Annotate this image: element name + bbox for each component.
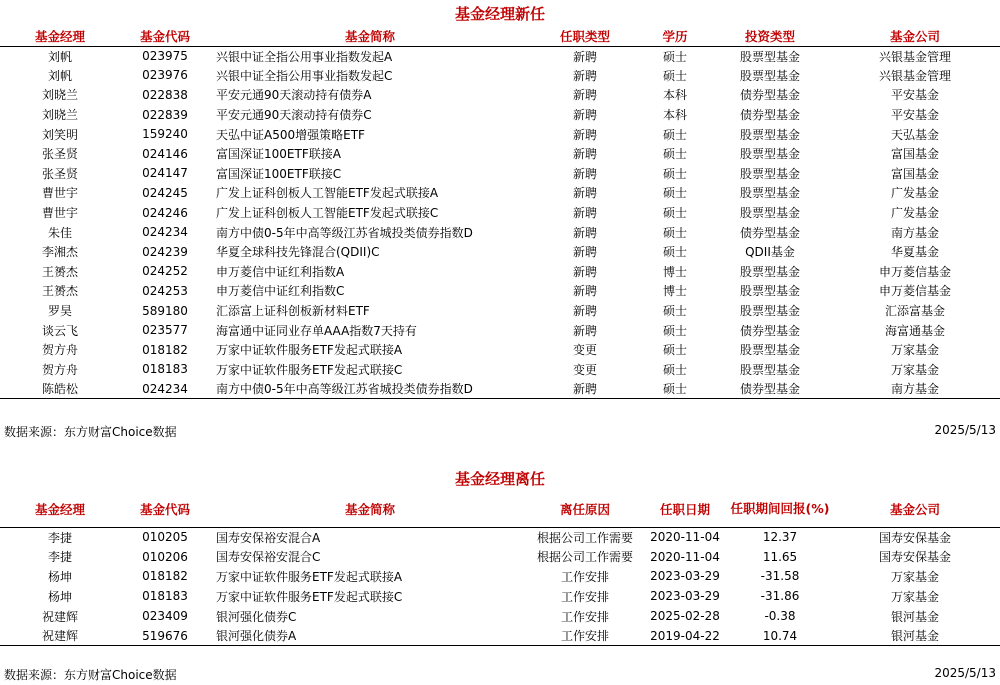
col-company: 基金公司 <box>889 28 940 44</box>
table-row <box>0 105 1000 125</box>
cell-company: 广发基金 <box>890 206 939 221</box>
table-row <box>0 262 1000 282</box>
cell-company: 兴银基金管理 <box>878 68 951 83</box>
cell-company: 富国基金 <box>890 166 939 181</box>
cell-manager: 曹世宇 <box>41 206 78 221</box>
cell-code: 519676 <box>120 626 210 646</box>
cell-education: 硕士 <box>662 49 687 64</box>
cell-fund-name: 天弘中证A500增强策略ETF <box>216 127 365 142</box>
table-row <box>0 301 1000 321</box>
col-invest-type: 投资类型 <box>744 28 795 44</box>
cell-code: 018182 <box>142 569 188 584</box>
cell-manager: 罗昊 <box>47 304 72 319</box>
cell-manager: 刘笑明 <box>41 127 78 142</box>
new-managers-table <box>0 26 1000 399</box>
cell-code: 159240 <box>142 127 188 142</box>
cell-education: 硕士 <box>662 225 687 240</box>
cell-education: 硕士 <box>662 166 687 181</box>
cell-code: 024234 <box>142 225 188 240</box>
cell-education: 硕士 <box>662 127 687 142</box>
cell-code: 024239 <box>142 244 188 259</box>
col-tenure-return: 任职期间回报(%) <box>730 501 830 517</box>
cell-education: 硕士 <box>662 304 687 319</box>
cell-manager: 陈皓松 <box>0 379 120 399</box>
cell-manager: 刘晓兰 <box>41 108 78 123</box>
table-row <box>0 183 1000 203</box>
cell-code: 023577 <box>142 323 188 338</box>
cell-education: 硕士 <box>662 68 687 83</box>
cell-education: 硕士 <box>662 362 687 377</box>
cell-appoint-type: 新聘 <box>572 88 597 103</box>
cell-company: 平安基金 <box>890 108 939 123</box>
cell-code: 024246 <box>142 205 188 220</box>
cell-invest-type: 债券型基金 <box>739 225 800 240</box>
table-row <box>0 144 1000 164</box>
table-row <box>0 46 1000 66</box>
cell-fund-name: 富国深证100ETF联接A <box>216 147 341 162</box>
table-row <box>0 340 1000 360</box>
cell-appoint-type: 新聘 <box>572 206 597 221</box>
cell-fund-name: 南方中债0-5年中高等级江苏省城投类债券指数D <box>210 379 530 399</box>
new-date: 2025/5/13 <box>934 423 996 437</box>
cell-start-date: 2023-03-29 <box>650 569 720 584</box>
table-row <box>0 379 1000 399</box>
cell-invest-type: 股票型基金 <box>739 68 800 83</box>
cell-education: 硕士 <box>662 147 687 162</box>
cell-code: 024253 <box>142 283 188 298</box>
cell-manager: 李捷 <box>47 550 72 565</box>
cell-appoint-type: 新聘 <box>572 264 597 279</box>
cell-company: 申万菱信基金 <box>878 284 951 299</box>
cell-leave-reason: 工作安排 <box>560 589 609 604</box>
table-row <box>0 626 1000 646</box>
cell-appoint-type: 变更 <box>572 343 597 358</box>
cell-invest-type: 股票型基金 <box>739 127 800 142</box>
cell-start-date: 2025-02-28 <box>650 609 720 624</box>
cell-company: 海富通基金 <box>884 323 945 338</box>
table-row <box>0 586 1000 606</box>
cell-manager: 张圣贤 <box>41 166 78 181</box>
new-header-row <box>0 26 1000 46</box>
cell-fund-name: 国寿安保裕安混合A <box>216 530 321 545</box>
cell-company: 南方基金 <box>890 225 939 240</box>
cell-code: 024234 <box>120 379 210 399</box>
cell-fund-name: 申万菱信中证红利指数A <box>216 264 345 279</box>
cell-manager: 谈云飞 <box>41 323 78 338</box>
cell-invest-type: 债券型基金 <box>710 379 830 399</box>
cell-code: 010205 <box>142 530 188 545</box>
cell-invest-type: 股票型基金 <box>739 284 800 299</box>
cell-manager: 张圣贤 <box>41 147 78 162</box>
table-row <box>0 606 1000 626</box>
cell-appoint-type: 新聘 <box>572 147 597 162</box>
cell-code: 024147 <box>142 166 188 181</box>
col-leave-reason: 离任原因 <box>559 501 610 517</box>
cell-fund-name: 海富通中证同业存单AAA指数7天持有 <box>216 323 417 338</box>
cell-company: 万家基金 <box>890 589 939 604</box>
cell-fund-name: 银河强化债券A <box>210 626 530 646</box>
cell-invest-type: 股票型基金 <box>739 264 800 279</box>
cell-code: 018182 <box>142 342 188 357</box>
cell-manager: 王赟杰 <box>41 284 78 299</box>
table-row <box>0 360 1000 380</box>
cell-education: 硕士 <box>640 379 710 399</box>
cell-fund-name: 兴银中证全指公用事业指数发起A <box>216 49 393 64</box>
cell-education: 本科 <box>662 88 687 103</box>
cell-code: 018183 <box>142 362 188 377</box>
cell-invest-type: QDII基金 <box>745 245 795 260</box>
leave-header-row <box>0 491 1000 527</box>
col-company: 基金公司 <box>889 501 940 517</box>
cell-manager: 朱佳 <box>47 225 72 240</box>
cell-company: 申万菱信基金 <box>878 264 951 279</box>
leave-managers-table <box>0 491 1000 646</box>
table-row <box>0 85 1000 105</box>
cell-manager: 祝建辉 <box>0 626 120 646</box>
cell-company: 平安基金 <box>890 88 939 103</box>
cell-manager: 祝建辉 <box>41 609 78 624</box>
cell-company: 华夏基金 <box>890 245 939 260</box>
cell-education: 硕士 <box>662 186 687 201</box>
cell-appoint-type: 新聘 <box>572 225 597 240</box>
table-row <box>0 281 1000 301</box>
cell-invest-type: 股票型基金 <box>739 304 800 319</box>
cell-invest-type: 债券型基金 <box>739 88 800 103</box>
table-row <box>0 527 1000 547</box>
cell-appoint-type: 新聘 <box>572 304 597 319</box>
cell-start-date: 2020-11-04 <box>650 530 720 545</box>
cell-education: 博士 <box>662 284 687 299</box>
cell-company: 天弘基金 <box>890 127 939 142</box>
cell-company: 汇添富基金 <box>884 304 945 319</box>
cell-company: 国寿安保基金 <box>878 550 951 565</box>
cell-company: 银河基金 <box>890 609 939 624</box>
cell-tenure-return: -0.38 <box>764 609 796 624</box>
cell-company: 广发基金 <box>890 186 939 201</box>
cell-invest-type: 债券型基金 <box>739 323 800 338</box>
cell-invest-type: 股票型基金 <box>739 147 800 162</box>
cell-education: 硕士 <box>662 206 687 221</box>
cell-appoint-type: 新聘 <box>572 186 597 201</box>
cell-manager: 李捷 <box>47 530 72 545</box>
cell-appoint-type: 新聘 <box>572 323 597 338</box>
cell-company: 国寿安保基金 <box>878 530 951 545</box>
cell-leave-reason: 根据公司工作需要 <box>536 550 633 565</box>
table-row <box>0 66 1000 86</box>
cell-code: 022839 <box>142 107 188 122</box>
cell-company: 万家基金 <box>890 343 939 358</box>
cell-manager: 贺方舟 <box>41 343 78 358</box>
cell-fund-name: 万家中证软件服务ETF发起式联接C <box>216 589 403 604</box>
cell-start-date: 2019-04-22 <box>640 626 730 646</box>
cell-fund-name: 平安元通90天滚动持有债券A <box>216 88 372 103</box>
cell-fund-name: 万家中证软件服务ETF发起式联接C <box>216 362 403 377</box>
col-manager: 基金经理 <box>34 28 85 44</box>
cell-fund-name: 申万菱信中证红利指数C <box>216 284 345 299</box>
cell-tenure-return: -31.86 <box>760 589 800 604</box>
cell-company: 富国基金 <box>890 147 939 162</box>
cell-invest-type: 股票型基金 <box>739 186 800 201</box>
cell-education: 本科 <box>662 108 687 123</box>
cell-education: 博士 <box>662 264 687 279</box>
leave-managers-title: 基金经理离任 <box>454 470 545 488</box>
cell-manager: 贺方舟 <box>41 362 78 377</box>
cell-code: 024252 <box>142 264 188 279</box>
new-managers-title: 基金经理新任 <box>454 5 545 23</box>
cell-code: 022838 <box>142 87 188 102</box>
cell-company: 兴银基金管理 <box>878 49 951 64</box>
cell-appoint-type: 新聘 <box>572 108 597 123</box>
cell-code: 023976 <box>142 68 188 83</box>
cell-fund-name: 兴银中证全指公用事业指数发起C <box>216 68 393 83</box>
cell-start-date: 2020-11-04 <box>650 549 720 564</box>
cell-fund-name: 万家中证软件服务ETF发起式联接A <box>216 569 403 584</box>
cell-company: 万家基金 <box>890 362 939 377</box>
cell-code: 024245 <box>142 185 188 200</box>
cell-manager: 李湘杰 <box>41 245 78 260</box>
cell-appoint-type: 新聘 <box>572 68 597 83</box>
table-row <box>0 242 1000 262</box>
cell-fund-name: 富国深证100ETF联接C <box>216 166 342 181</box>
cell-fund-name: 国寿安保裕安混合C <box>216 550 321 565</box>
cell-company: 南方基金 <box>830 379 1000 399</box>
cell-appoint-type: 新聘 <box>572 166 597 181</box>
cell-appoint-type: 新聘 <box>572 284 597 299</box>
col-manager: 基金经理 <box>34 501 85 517</box>
cell-invest-type: 债券型基金 <box>739 108 800 123</box>
cell-fund-name: 南方中债0-5年中高等级江苏省城投类债券指数D <box>216 225 473 240</box>
cell-appoint-type: 新聘 <box>572 127 597 142</box>
cell-invest-type: 股票型基金 <box>739 166 800 181</box>
cell-manager: 刘帆 <box>47 68 72 83</box>
cell-fund-name: 汇添富上证科创板新材料ETF <box>216 304 370 319</box>
leave-date: 2025/5/13 <box>934 666 996 680</box>
cell-leave-reason: 根据公司工作需要 <box>536 530 633 545</box>
cell-manager: 杨坤 <box>47 569 72 584</box>
col-code: 基金代码 <box>139 28 190 44</box>
cell-tenure-return: -31.58 <box>760 569 800 584</box>
cell-education: 硕士 <box>662 343 687 358</box>
col-appoint-type: 任职类型 <box>559 28 610 44</box>
table-row <box>0 203 1000 223</box>
cell-leave-reason: 工作安排 <box>530 626 640 646</box>
cell-fund-name: 万家中证软件服务ETF发起式联接A <box>216 343 403 358</box>
new-source-note: 数据来源：东方财富Choice数据 <box>4 425 177 439</box>
cell-manager: 杨坤 <box>47 589 72 604</box>
cell-invest-type: 股票型基金 <box>739 343 800 358</box>
cell-tenure-return: 12.37 <box>762 530 798 545</box>
cell-fund-name: 平安元通90天滚动持有债券C <box>216 108 372 123</box>
cell-appoint-type: 变更 <box>572 362 597 377</box>
cell-fund-name: 华夏全球科技先锋混合(QDII)C <box>216 245 380 260</box>
cell-manager: 王赟杰 <box>41 264 78 279</box>
cell-tenure-return: 10.74 <box>730 626 830 646</box>
cell-start-date: 2023-03-29 <box>650 589 720 604</box>
cell-code: 023409 <box>142 609 188 624</box>
cell-company: 银河基金 <box>830 626 1000 646</box>
table-row <box>0 567 1000 587</box>
cell-appoint-type: 新聘 <box>530 379 640 399</box>
cell-invest-type: 股票型基金 <box>739 206 800 221</box>
col-fund-name: 基金简称 <box>344 501 395 517</box>
cell-code: 023975 <box>142 49 188 64</box>
cell-tenure-return: 11.65 <box>762 549 798 564</box>
cell-invest-type: 股票型基金 <box>739 49 800 64</box>
cell-manager: 刘帆 <box>47 49 72 64</box>
cell-appoint-type: 新聘 <box>572 49 597 64</box>
table-row <box>0 547 1000 567</box>
cell-code: 589180 <box>142 303 188 318</box>
cell-fund-name: 广发上证科创板人工智能ETF发起式联接C <box>216 206 439 221</box>
col-fund-name: 基金简称 <box>344 28 395 44</box>
col-code: 基金代码 <box>139 501 190 517</box>
table-row <box>0 164 1000 184</box>
cell-fund-name: 银河强化债券C <box>216 609 297 624</box>
cell-invest-type: 股票型基金 <box>739 362 800 377</box>
cell-company: 万家基金 <box>890 569 939 584</box>
cell-manager: 曹世宇 <box>41 186 78 201</box>
leave-source-note: 数据来源：东方财富Choice数据 <box>4 668 177 682</box>
table-row <box>0 320 1000 340</box>
cell-code: 018183 <box>142 589 188 604</box>
cell-appoint-type: 新聘 <box>572 245 597 260</box>
cell-leave-reason: 工作安排 <box>560 609 609 624</box>
table-row <box>0 222 1000 242</box>
col-start-date: 任职日期 <box>659 501 710 517</box>
cell-code: 024146 <box>142 146 188 161</box>
table-row <box>0 124 1000 144</box>
cell-education: 硕士 <box>662 323 687 338</box>
col-education: 学历 <box>662 28 688 44</box>
cell-fund-name: 广发上证科创板人工智能ETF发起式联接A <box>216 186 439 201</box>
cell-manager: 刘晓兰 <box>41 88 78 103</box>
cell-education: 硕士 <box>662 245 687 260</box>
cell-code: 010206 <box>142 549 188 564</box>
cell-leave-reason: 工作安排 <box>560 569 609 584</box>
